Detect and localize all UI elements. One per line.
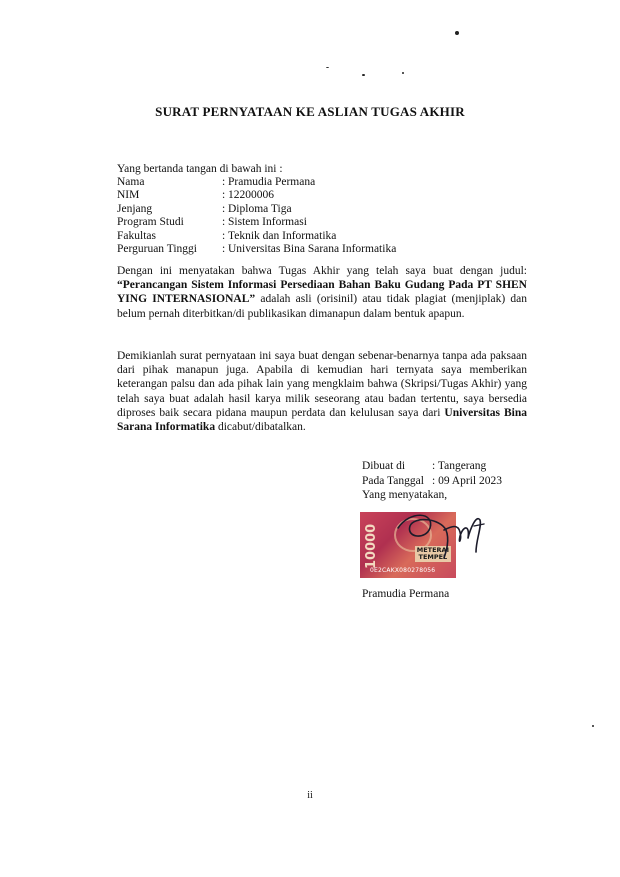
place-label: Dibuat di: [362, 460, 406, 472]
thesis-title: “Perancangan Sistem Informasi Persediaan Bahan Baku Gudang Pada PT SHEN YING INTERNASIONAL”: [117, 279, 527, 306]
field-row-perguruan-tinggi: Perguruan Tinggi : Universitas Bina Sarana Informatika: [117, 243, 397, 256]
university-name: Universitas Bina Sarana Informatika: [117, 406, 528, 434]
scan-speck: [326, 67, 329, 68]
statement-text: Demikianlah surat pernyataan ini saya buat dengan sebenar-benarnya tanpa ada paksaan dari pihak manapun juga. Apabila di kemudian hari ternyata saya memberikan keterangan palsu dan ada pihak lain yang mengklaim bahwa (Skripsi/Tugas Akhir) yang telah saya buat adalah hasil karya milik seseorang atau badan tertentu, saya bersedia diproses baik secara pidana maupun perdata dan kelulusan saya dari: [117, 350, 527, 419]
intro-line: Yang bertanda tangan di bawah ini :: [117, 163, 283, 175]
field-label: NIM: [117, 189, 140, 202]
scan-speck: [455, 31, 459, 35]
stamp-serial: 0E2CAKX080278056: [370, 567, 436, 574]
handwritten-signature: [380, 500, 490, 580]
declaration-rest: adalah asli (orisinil) atau tidak plagiat (menjiplak) dan belum pernah diterbitkan/di publikasikan dimanapun dalam bentuk apapun.: [117, 293, 527, 320]
field-label: Jenjang: [117, 202, 153, 215]
stamp-amount: 10000: [364, 523, 379, 569]
field-row-jenjang: Jenjang : Diploma Tiga: [117, 202, 292, 215]
declaration-lead: Dengan ini menyatakan bahwa Tugas Akhir yang telah saya buat dengan judul:: [117, 265, 527, 277]
field-label: Perguruan Tinggi: [117, 243, 197, 256]
field-value: Teknik dan Informatika: [228, 229, 337, 242]
statement-end: dicabut/dibatalkan.: [217, 421, 306, 434]
field-row-nim: NIM : 12200006: [117, 189, 274, 202]
field-label: Program Studi: [117, 216, 184, 229]
field-row-fakultas: Fakultas : Teknik dan Informatika: [117, 229, 337, 242]
field-value: Diploma Tiga: [228, 202, 292, 215]
date-label: Pada Tanggal: [362, 474, 424, 487]
signature-block: [362, 459, 502, 503]
field-value: Pramudia Permana: [228, 176, 316, 188]
field-label: Nama: [117, 176, 145, 188]
document-title: SURAT PERNYATAAN KE ASLIAN TUGAS AKHIR: [155, 104, 465, 119]
field-row-name: Nama : Pramudia Permana: [117, 176, 316, 188]
date-row: [362, 474, 502, 489]
field-value: Universitas Bina Sarana Informatika: [228, 243, 397, 256]
place-row: [362, 459, 502, 474]
identity-fields: [117, 176, 396, 256]
scan-speck: [402, 72, 404, 74]
date-value: : 09 April 2023: [432, 474, 502, 487]
statement-paragraph: [117, 349, 527, 434]
stamp-label: METERAI TEMPEL: [416, 546, 449, 561]
scan-speck: [362, 74, 365, 76]
field-label: Fakultas: [117, 229, 156, 242]
field-value: Sistem Informasi: [228, 216, 307, 229]
place-value: : Tangerang: [432, 460, 487, 472]
declaration-paragraph: [117, 264, 527, 321]
scan-speck: [592, 725, 594, 727]
signer-name: Pramudia Permana: [362, 588, 450, 600]
statement-label: Yang menyatakan,: [362, 489, 448, 501]
field-row-program-studi: Program Studi : Sistem Informasi: [117, 216, 307, 229]
field-value: 12200006: [228, 189, 274, 202]
page-number: ii: [307, 790, 313, 801]
